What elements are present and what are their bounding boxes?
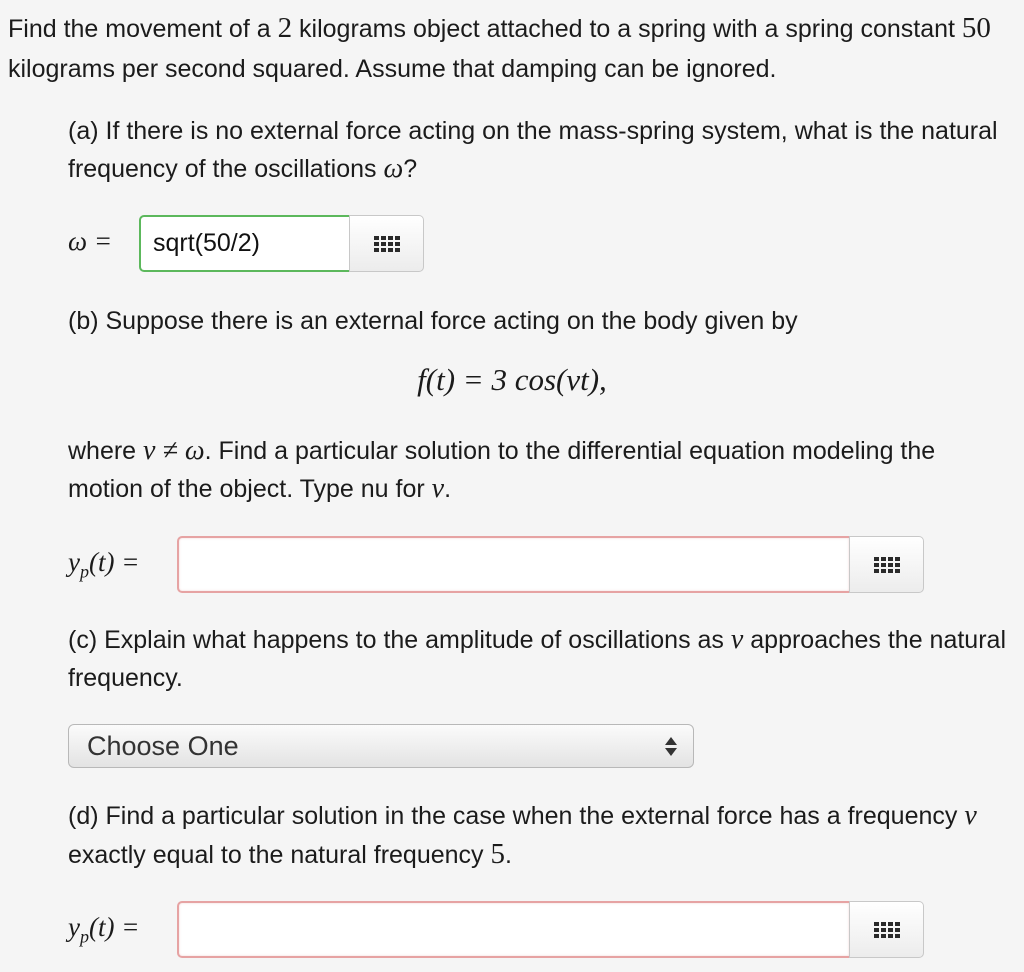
label-rest: (t) =: [88, 912, 140, 942]
amplitude-explanation-select[interactable]: [68, 724, 694, 768]
intro-text-1: Find the movement of a: [8, 15, 278, 43]
omega-symbol: ω: [383, 153, 404, 184]
part-d-question: [68, 797, 1008, 874]
yp-label-d: [68, 912, 139, 947]
equation-editor-button-a[interactable]: [349, 215, 424, 272]
grid-icon: [874, 557, 900, 573]
nu-symbol: ν: [730, 624, 744, 655]
particular-solution-input-d[interactable]: [177, 901, 849, 958]
nu-symbol: ν: [431, 473, 445, 504]
period: .: [444, 475, 452, 503]
equation-editor-button-d[interactable]: [849, 901, 924, 958]
nu-symbol: ν: [964, 800, 977, 831]
where-text: where: [68, 437, 144, 465]
intro-text-3: kilograms per second squared. Assume that damping can be ignored.: [8, 55, 777, 83]
y-symbol: y: [68, 547, 80, 577]
spring-constant-value: 50: [961, 12, 991, 44]
part-c-question: [68, 621, 1008, 697]
grid-icon: [874, 922, 900, 938]
mass-value: 2: [277, 12, 293, 44]
omega-answer-input[interactable]: [139, 215, 349, 272]
natural-frequency-value: 5: [490, 838, 505, 870]
part-a-text: (a) If there is no external force acting on the mass-spring system, what is the natural frequency of the oscillations: [68, 117, 998, 183]
yp-label-b: [68, 547, 139, 582]
part-a-end: ?: [403, 155, 418, 183]
part-c-text-1: (c) Explain what happens to the amplitude of oscillations as: [68, 626, 731, 654]
p-subscript: p: [79, 561, 89, 582]
omega-label: ω =: [68, 226, 113, 256]
part-c-text-2: approaches the natural frequency.: [68, 626, 1006, 692]
part-d-text-1: (d) Find a particular solution in the case when the external force has a frequency: [68, 802, 965, 830]
select-value: Choose One: [87, 730, 239, 761]
equation-editor-button-b[interactable]: [849, 536, 924, 593]
p-subscript: p: [79, 926, 89, 947]
particular-solution-input-b[interactable]: [177, 536, 849, 593]
y-symbol: y: [68, 912, 80, 942]
nu-not-omega: ν ≠ ω: [143, 435, 205, 466]
period: .: [505, 841, 512, 869]
select-arrows-icon: [661, 737, 681, 756]
grid-icon: [374, 236, 400, 252]
part-b-text-2: . Find a particular solution to the differential equation modeling the motion of the object. Type nu for: [68, 437, 936, 503]
part-b-instructions: [68, 432, 1008, 508]
intro-text-2: kilograms object attached to a spring with a spring constant: [292, 15, 962, 43]
label-rest: (t) =: [88, 547, 140, 577]
part-a-question: [68, 112, 1008, 188]
problem-statement: [8, 8, 1013, 89]
forcing-function-formula: f(t) = 3 cos(νt),: [417, 362, 607, 397]
part-b-question: (b) Suppose there is an external force acting on the body given by: [68, 307, 798, 335]
part-d-text-2: exactly equal to the natural frequency: [68, 841, 491, 869]
